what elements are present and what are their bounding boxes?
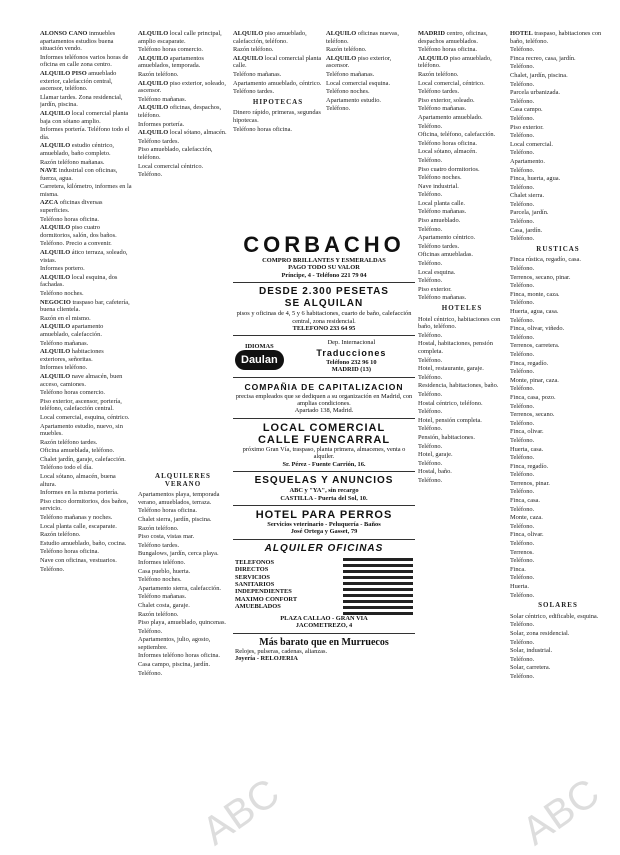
classifieds-column-1: ALONSO CANO inmuebles apartamentos estudios buena situación vendo. Informes teléfonos varios horas de oficina en calle zona centro. ALQUILO PISO amueblado exterior, calefacción central, ascensor, teléfono. Llamar tardes. Zona residencial, jardín, piscina. ALQUILO local comercial planta baja con sótano amplio. Informes portería. Teléfono todo el día. ALQUILO estudio céntrico, amueblado, baño completo. Razón teléfono mañanas. NAVE industrial con oficinas, fuerza, agua. Carretera, kilómetro, informes en la misma. AZCA oficinas diversas superficies. Teléfono horas oficina. ALQUILO piso cuatro dormitorios, salón, dos baños. Teléfono. Precio a convenir. ALQUILO ático terraza, soleado, vistas. Informes portero. ALQUILO local esquina, dos fachadas. Teléfono noches. NEGOCIO traspaso bar, cafetería, buena clientela. Razón en el mismo. ALQUILO apartamento amueblado, calefacción. Teléfono mañanas. ALQUILO habitaciones exteriores, señoritas. Informes teléfono. ALQUILO nave almacén, buen acceso, camiones. Teléfono horas comercio. Piso exterior, ascensor, portería, teléfono, calefacción central. Local comercial, esquina, céntrico. Apartamento estudio, nuevo, sin muebles. Razón teléfono tardes. Oficina amueblada, teléfono. Chalet jardín, garaje, calefacción. Teléfono todo el día. Local sótano, almacén, buena altura. Informes en la misma portería. Piso cinco dormitorios, dos baños, servicio. Teléfono mañanas y noches. Local planta calle, escaparate. Razón teléfono. Estudio amueblado, baño, cocina. Teléfono horas oficina. Nave con oficinas, vestuarios. Teléfono. (40, 30, 132, 573)
ad-idiomas-title: Traducciones (316, 347, 387, 358)
section-header: RUSTICAS (536, 244, 580, 253)
ad-keyword: ALQUILO (40, 249, 71, 257)
ad-oficinas-address: JACOMETREZO, 4 (295, 622, 353, 630)
classifieds-column-3: ALQUILO piso amueblado, calefacción, teléfono. Razón teléfono. ALQUILO local comercial planta calle. Teléfono mañanas. Apartamento amueblado, céntrico. Teléfono tardes. HIPOTECAS Dinero rápido, primeras, segundas hipotecas. Teléfono horas oficina. (233, 30, 322, 133)
ad-alquilan-head2: SE ALQUILAN (284, 298, 364, 310)
ad-alquilan: DESDE 2.300 PESETAS SE ALQUILAN pisos y oficinas de 4, 5 y 6 habitaciones, cuarto de baño, calefacción central, zona residencial. TELEFONO 233 64 95 (233, 283, 415, 336)
ad-keyword: HOTEL (510, 30, 533, 37)
ad-esquelas-line1: ABC y "YA", sin recargo (289, 487, 359, 495)
ad-capitalizacion-title: COMPAÑIA DE CAPITALIZACION (244, 381, 404, 392)
ad-corbacho-line3: Príncipe, 4 - Teléfono 221 79 04 (281, 271, 367, 279)
ad-keyword: MADRID (418, 30, 445, 37)
ad-local-fuencarral: LOCAL COMERCIAL CALLE FUENCARRAL próximo Gran Vía, traspaso, planta primera, almacenes, venta o alquiler. Sr. Pérez - Fuente Carrión, 16. (233, 419, 415, 472)
ad-perros-line1: Servicios veterinario - Peluquería - Baños (267, 520, 381, 528)
ad-esquelas-line2: CASTILLA - Puerta del Sol, 10. (280, 494, 368, 502)
abc-watermark: ABC (194, 770, 288, 854)
ad-keyword: AZCA (40, 199, 59, 207)
section-header: HIPOTECAS (252, 97, 304, 106)
ad-keyword: ALQUILO (138, 79, 169, 87)
ad-perros-line2: José Ortega y Gasset, 79 (290, 528, 358, 536)
ad-corbacho (233, 230, 415, 283)
ad-oficinas-feature: SERVICIOS (235, 573, 270, 581)
daulan-logo: Daulan (235, 350, 284, 370)
ad-keyword: NAVE (40, 167, 58, 175)
ad-local-head2: CALLE FUENCARRAL (257, 433, 391, 446)
classifieds-column-5: MADRID centro, oficinas, despachos amueblados. Teléfono horas oficina. ALQUILO piso amueblado, teléfono. Razón teléfono. Local comercial, céntrico. Teléfono tardes. Piso exterior, soleado. Teléfono mañanas. Apartamento amueblado. Teléfono. Oficina, teléfono, calefacción. Teléfono horas oficina. Local sótano, almacén. Teléfono. Piso cuatro dormitorios. Teléfono noches. Nave industrial. Teléfono. Local planta calle. Teléfono mañanas. Piso amueblado. Teléfono. Apartamento céntrico. Teléfono tardes. Oficinas amuebladas. Teléfono. Local esquina. Teléfono. Piso exterior. Teléfono mañanas. HOTELES Hotel céntrico, habitaciones con baño, teléfono. Teléfono. Hostal, habitaciones, pensión completa. Teléfono. Hotel, restaurante, garaje. Teléfono. Residencia, habitaciones, baño. Teléfono. Hostal céntrico, teléfono. Teléfono. Hotel, pensión completa. Teléfono. Pensión, habitaciones. Teléfono. Hotel, garaje. Teléfono. Hostal, baño. Teléfono. (418, 30, 506, 825)
abc-watermark: ABC (514, 770, 608, 854)
ad-esquelas (233, 472, 415, 506)
section-header: ALQUILERES VERANO (155, 472, 211, 488)
ad-oficinas-feature: TELEFONOS (235, 558, 275, 566)
ad-idiomas-city: MADRID (13) (331, 366, 371, 374)
ad-local-head1: LOCAL COMERCIAL (262, 421, 386, 434)
newspaper-page (40, 30, 608, 830)
ad-keyword: NEGOCIO (40, 298, 71, 306)
section-header: HOTELES (441, 304, 483, 312)
ad-murruecos-title: Más barato que en Murruecos (259, 636, 389, 648)
ad-murruecos-line1: Relojes, pulseras, cadenas, alianzas. (235, 647, 328, 655)
ad-oficinas-feature: INDEPENDIENTES (235, 588, 292, 596)
ad-corbacho-line2: PAGO TODO SU VALOR (288, 264, 360, 272)
ad-alquilan-head1: DESDE 2.300 PESETAS (259, 286, 389, 298)
ad-keyword: ALQUILO (40, 348, 71, 356)
ad-corbacho-name: CORBACHO (243, 232, 405, 257)
ad-keyword: ALQUILO (138, 129, 169, 137)
ad-murruecos (233, 634, 415, 666)
classifieds-column-2: ALQUILO local calle principal, amplio escaparate. Teléfono horas comercio. ALQUILO apartamentos amueblados, temporada. Razón teléfono. ALQUILO piso exterior, soleado, ascensor. Teléfono mañanas. ALQUILO oficinas, despachos, teléfono. Informes portería. ALQUILO local sótano, almacén. Teléfono tardes. Piso amueblado, calefacción, teléfono. Local comercial céntrico. Teléfono. (138, 30, 227, 179)
ad-keyword: ALQUILO (40, 372, 71, 380)
ad-oficinas-features (235, 559, 337, 611)
ad-esquelas-title: ESQUELAS Y ANUNCIOS (254, 475, 394, 487)
ad-oficinas-feature: MAXIMO CONFORT (235, 595, 298, 603)
ad-keyword: ALQUILO (233, 54, 264, 62)
ad-keyword: ALQUILO (40, 224, 71, 232)
ad-keyword: ALQUILO (138, 104, 169, 112)
ad-keyword: ALQUILO (40, 109, 71, 117)
classifieds-column-6: HOTEL traspaso, habitaciones con baño, teléfono. Teléfono. Finca recreo, casa, jardín. Teléfono. Chalet, jardín, piscina. Teléfono. Parcela urbanizada. Teléfono. Casa campo. Teléfono. Piso exterior. Teléfono. Local comercial. Teléfono. Apartamento. Teléfono. Finca, huerta, agua. Teléfono. Chalet sierra. Teléfono. Parcela, jardín. Teléfono. Casa, jardín. Teléfono. RUSTICAS Finca rústica, regadío, casa. Teléfono. Terrenos, secano, pinar. Teléfono. Finca, monte, caza. Teléfono. Huerta, agua, casa. Teléfono. Finca, olivar, viñedo. Teléfono. Terrenos, carretera. Teléfono. Finca, regadío. Teléfono. Monte, pinar, caza. Teléfono. Finca, casa, pozo. Teléfono. Terrenos, secano. Teléfono. Finca, olivar. Teléfono. Huerta, casa. Teléfono. Finca, regadío. Teléfono. Terrenos, pinar. Teléfono. Finca, casa. Teléfono. Monte, caza. Teléfono. Finca, olivar. Teléfono. Terrenos. Teléfono. Finca. Teléfono. Huerta. Teléfono. SOLARES Solar céntrico, edificable, esquina. Teléfono. Solar, zona residencial. Teléfono. Solar, industrial. Teléfono. Solar, carretera. Teléfono. (510, 30, 606, 825)
classifieds-column-4: ALQUILO oficinas nuevas, teléfono. Razón teléfono. ALQUILO piso exterior, ascensor. Teléfono mañanas. Local comercial esquina. Teléfono noches. Apartamento estudio. Teléfono. (326, 30, 399, 113)
ad-keyword: ALQUILO (40, 273, 71, 281)
ad-keyword: ALQUILO (40, 323, 71, 331)
ad-idiomas (233, 336, 415, 377)
ad-oficinas-place: PLAZA CALLAO - GRAN VIA (280, 614, 368, 622)
ad-oficinas-feature: AMUEBLADOS (235, 603, 281, 611)
ad-local-contact: Sr. Pérez - Fuente Carrión, 16. (282, 460, 366, 468)
ad-idiomas-dep: Dep. Internacional (327, 339, 376, 347)
building-illustration (343, 555, 413, 615)
ad-oficinas (233, 540, 415, 634)
ad-oficinas-title: ALQUILER OFICINAS (264, 542, 384, 554)
ad-keyword: ALQUILO PISO (40, 69, 87, 77)
ad-hotel-perros (233, 506, 415, 540)
ad-idiomas-phone: Teléfono 232 96 10 (326, 358, 377, 366)
ad-keyword: ALQUILO (326, 30, 357, 37)
ad-oficinas-feature: SANITARIOS (235, 581, 275, 589)
ad-keyword: ALQUILO (138, 54, 169, 62)
classifieds-column-2-lower: ALQUILERES VERANO Apartamentos playa, temporada verano, amueblados, terraza. Teléfono horas oficina. Chalet sierra, jardín, piscina. Razón teléfono. Piso costa, vistas mar. Teléfono tardes. Bungalows, jardín, cerca playa. Informes teléfono. Casa pueblo, huerta. Teléfono noches. Apartamento sierra, calefacción. Teléfono mañanas. Chalet costa, garaje. Razón teléfono. Piso playa, amueblado, quincenas. Teléfono. Apartamentos, julio, agosto, septiembre. Informes teléfono horas oficina. Casa campo, piscina, jardín. Teléfono. (138, 472, 227, 677)
ad-keyword: ALONSO CANO (40, 30, 88, 37)
ad-keyword: ALQUILO (138, 30, 169, 37)
ad-alquilan-phone: TELEFONO 233 64 95 (292, 325, 356, 333)
ad-keyword: ALQUILO (233, 30, 264, 37)
ad-idiomas-logo-top: IDIOMAS (244, 342, 274, 350)
ad-corbacho-line1: COMPRO BRILLANTES Y ESMERALDAS (262, 257, 386, 264)
ad-keyword: ALQUILO (326, 54, 357, 62)
ad-keyword: ALQUILO (418, 54, 449, 62)
ad-oficinas-feature: DIRECTOS (235, 566, 269, 574)
ad-murruecos-line2: Joyería - RELOJERIA (235, 654, 298, 662)
display-ads-block (233, 230, 415, 665)
ad-keyword: ALQUILO (40, 142, 71, 150)
ad-capitalizacion: COMPAÑIA DE CAPITALIZACION precisa empleados que se dediquen a su organización en Madrid, con amplias condiciones. Apartado 138, Madrid. (233, 378, 415, 419)
ad-capitalizacion-address: Apartado 138, Madrid. (294, 407, 354, 415)
ad-perros-title: HOTEL PARA PERROS (255, 508, 393, 521)
section-header: SOLARES (538, 601, 578, 610)
